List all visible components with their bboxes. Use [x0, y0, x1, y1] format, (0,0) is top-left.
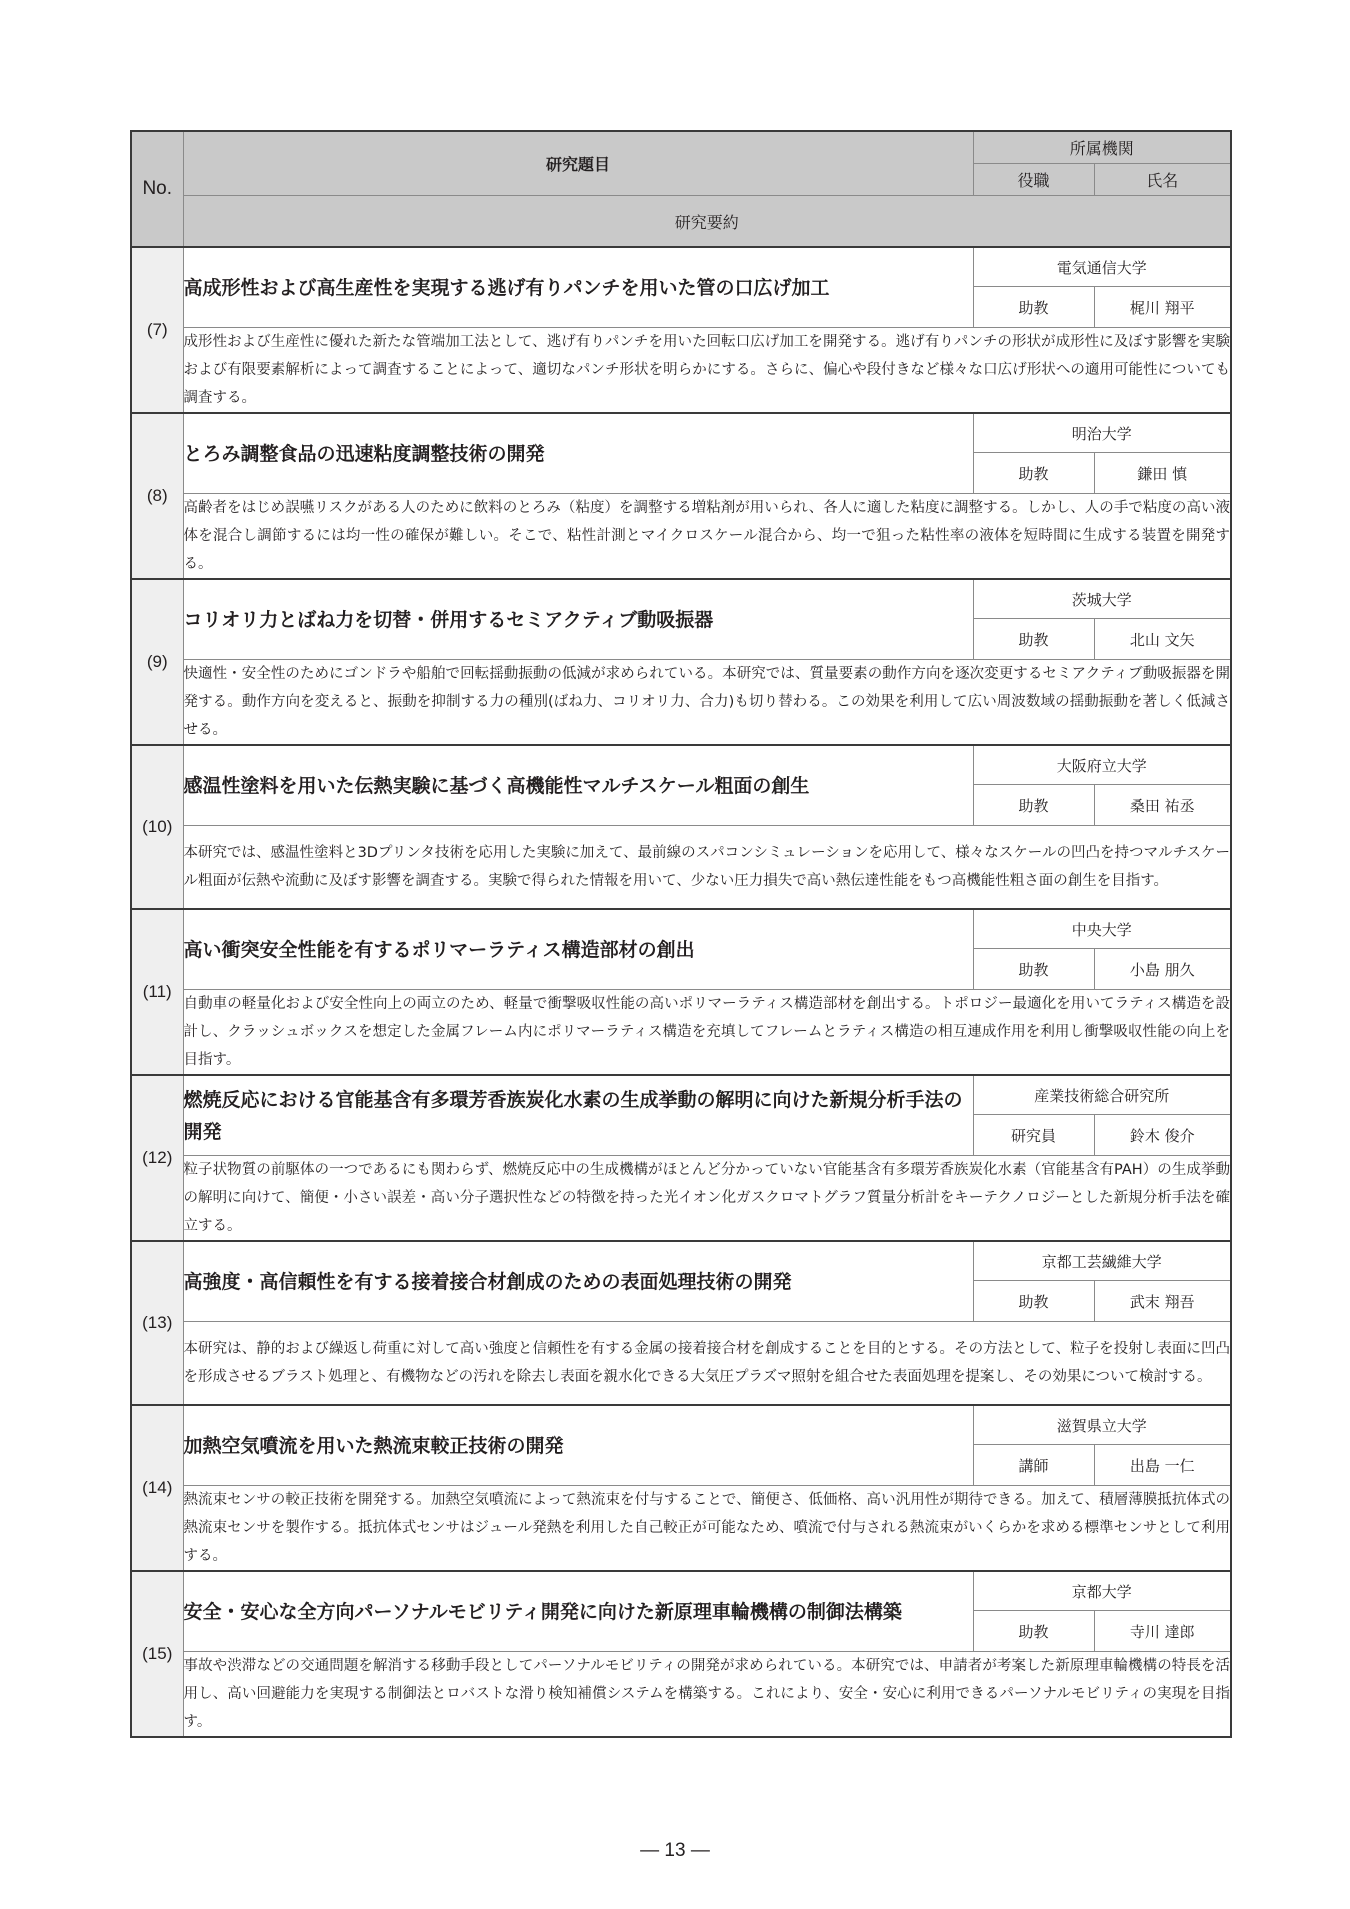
entry-row: [131, 494, 1231, 580]
entry-number: (15): [131, 1571, 183, 1737]
entry-row: [131, 1322, 1231, 1406]
entry-abstract: 本研究では、感温性塗料と3Dプリンタ技術を応用した実験に加えて、最前線のスパコンシミュレーションを応用して、様々なスケールの凹凸を持つマルチスケール粗面が伝熱や流動に及ぼす影響を調査する。実験で得られた情報を用いて、少ない圧力損失で高い熱伝達性能をもつ高機能性粗さ面の創生を目指す。: [183, 826, 1231, 910]
entry-row: [131, 247, 1231, 287]
research-grants-table: [130, 130, 1232, 1738]
entry-position: 助教: [973, 287, 1094, 328]
entry-abstract: 事故や渋滞などの交通問題を解消する移動手段としてパーソナルモビリティの開発が求められている。本研究では、申請者が考案した新原理車輪機構の特長を活用し、高い回避能力を実現する制御法とロバストな滑り検知補償システムを構築する。これにより、安全・安心に利用できるパーソナルモビリティの実現を目指す。: [183, 1652, 1231, 1738]
header-no: No.: [131, 131, 183, 247]
header-affiliation: 所属機関: [973, 131, 1231, 164]
entry-number: (8): [131, 413, 183, 579]
entry-number: (10): [131, 745, 183, 909]
entry-abstract: 本研究は、静的および繰返し荷重に対して高い強度と信頼性を有する金属の接着接合材を創成することを目的とする。その方法として、粒子を投射し表面に凹凸を形成させるブラスト処理と、有機物などの汚れを除去し表面を親水化できる大気圧プラズマ照射を組合せた表面処理を提案し、その効果について検討する。: [183, 1322, 1231, 1406]
entry-position: 助教: [973, 949, 1094, 990]
entry-name: 桑田 祐丞: [1094, 785, 1231, 826]
header-title: 研究題目: [183, 131, 973, 196]
entry-position: 助教: [973, 619, 1094, 660]
entry-row: [131, 1652, 1231, 1738]
entry-name: 北山 文矢: [1094, 619, 1231, 660]
entry-row: [131, 1075, 1231, 1115]
entry-affiliation: 京都大学: [973, 1571, 1231, 1611]
entry-title: 安全・安心な全方向パーソナルモビリティ開発に向けた新原理車輪機構の制御法構築: [183, 1571, 973, 1652]
header-abstract: 研究要約: [183, 196, 1231, 248]
entry-row: [131, 1486, 1231, 1572]
entry-row: [131, 990, 1231, 1076]
entry-number: (14): [131, 1405, 183, 1571]
entry-title: 高成形性および高生産性を実現する逃げ有りパンチを用いた管の口広げ加工: [183, 247, 973, 328]
header-name: 氏名: [1094, 164, 1231, 196]
entry-title: 燃焼反応における官能基含有多環芳香族炭化水素の生成挙動の解明に向けた新規分析手法の開発: [183, 1075, 973, 1156]
entry-row: [131, 328, 1231, 414]
entry-abstract: 成形性および生産性に優れた新たな管端加工法として、逃げ有りパンチを用いた回転口広げ加工を開発する。逃げ有りパンチの形状が成形性に及ぼす影響を実験および有限要素解析によって調査することによって、適切なパンチ形状を明らかにする。さらに、偏心や段付きなど様々な口広げ形状への適用可能性についても調査する。: [183, 328, 1231, 414]
entry-affiliation: 大阪府立大学: [973, 745, 1231, 785]
entry-row: [131, 826, 1231, 910]
entry-name: 寺川 達郎: [1094, 1611, 1231, 1652]
entry-position: 助教: [973, 1281, 1094, 1322]
entry-number: (11): [131, 909, 183, 1075]
entry-abstract: 高齢者をはじめ誤嚥リスクがある人のために飲料のとろみ（粘度）を調整する増粘剤が用いられ、各人に適した粘度に調整する。しかし、人の手で粘度の高い液体を混合し調節するには均一性の確保が難しい。そこで、粘性計測とマイクロスケール混合から、均一で狙った粘性率の液体を短時間に生成する装置を開発する。: [183, 494, 1231, 580]
entry-name: 出島 一仁: [1094, 1445, 1231, 1486]
entry-name: 鈴木 俊介: [1094, 1115, 1231, 1156]
entry-affiliation: 茨城大学: [973, 579, 1231, 619]
entry-row: [131, 1156, 1231, 1242]
entry-row: [131, 579, 1231, 619]
entry-row: [131, 745, 1231, 785]
entry-affiliation: 中央大学: [973, 909, 1231, 949]
entry-row: [131, 1571, 1231, 1611]
entry-row: [131, 1405, 1231, 1445]
entry-number: (12): [131, 1075, 183, 1241]
header-row: [131, 196, 1231, 248]
entry-name: 梶川 翔平: [1094, 287, 1231, 328]
entry-abstract: 粒子状物質の前駆体の一つであるにも関わらず、燃焼反応中の生成機構がほとんど分かっていない官能基含有多環芳香族炭化水素（官能基含有PAH）の生成挙動の解明に向けて、簡便・小さい誤差・高い分子選択性などの特徴を持った光イオン化ガスクロマトグラフ質量分析計をキーテクノロジーとした新規分析手法を確立する。: [183, 1156, 1231, 1242]
entry-title: 加熱空気噴流を用いた熱流束較正技術の開発: [183, 1405, 973, 1486]
entry-name: 小島 朋久: [1094, 949, 1231, 990]
entry-abstract: 自動車の軽量化および安全性向上の両立のため、軽量で衝撃吸収性能の高いポリマーラティス構造部材を創出する。トポロジー最適化を用いてラティス構造を設計し、クラッシュボックスを想定した金属フレーム内にポリマーラティス構造を充填してフレームとラティス構造の相互連成作用を利用し衝撃吸収性能の向上を目指す。: [183, 990, 1231, 1076]
entry-name: 鎌田 慎: [1094, 453, 1231, 494]
header-position: 役職: [973, 164, 1094, 196]
entry-affiliation: 産業技術総合研究所: [973, 1075, 1231, 1115]
entry-position: 研究員: [973, 1115, 1094, 1156]
entry-row: [131, 660, 1231, 746]
entry-position: 助教: [973, 1611, 1094, 1652]
entry-row: [131, 413, 1231, 453]
entry-affiliation: 明治大学: [973, 413, 1231, 453]
entry-row: [131, 909, 1231, 949]
entry-position: 講師: [973, 1445, 1094, 1486]
page-number: — 13 —: [640, 1840, 710, 1861]
entry-title: 高い衝突安全性能を有するポリマーラティス構造部材の創出: [183, 909, 973, 990]
header-row: [131, 131, 1231, 164]
entry-abstract: 快適性・安全性のためにゴンドラや船舶で回転揺動振動の低減が求められている。本研究では、質量要素の動作方向を逐次変更するセミアクティブ動吸振器を開発する。動作方向を変えると、振動を抑制する力の種別(ばね力、コリオリ力、合力)も切り替わる。この効果を利用して広い周波数域の揺動振動を著しく低減させる。: [183, 660, 1231, 746]
entry-title: とろみ調整食品の迅速粘度調整技術の開発: [183, 413, 973, 494]
entry-affiliation: 滋賀県立大学: [973, 1405, 1231, 1445]
entry-title: 高強度・高信頼性を有する接着接合材創成のための表面処理技術の開発: [183, 1241, 973, 1322]
entry-number: (13): [131, 1241, 183, 1405]
entry-number: (9): [131, 579, 183, 745]
entry-title: 感温性塗料を用いた伝熱実験に基づく高機能性マルチスケール粗面の創生: [183, 745, 973, 826]
entry-name: 武末 翔吾: [1094, 1281, 1231, 1322]
entry-affiliation: 電気通信大学: [973, 247, 1231, 287]
entry-row: [131, 1241, 1231, 1281]
entry-number: (7): [131, 247, 183, 413]
entry-position: 助教: [973, 453, 1094, 494]
entry-position: 助教: [973, 785, 1094, 826]
entry-affiliation: 京都工芸繊維大学: [973, 1241, 1231, 1281]
entry-title: コリオリ力とばね力を切替・併用するセミアクティブ動吸振器: [183, 579, 973, 660]
entry-abstract: 熱流束センサの較正技術を開発する。加熱空気噴流によって熱流束を付与することで、簡便さ、低価格、高い汎用性が期待できる。加えて、積層薄膜抵抗体式の熱流束センサを製作する。抵抗体式センサはジュール発熱を利用した自己較正が可能なため、噴流で付与される熱流束がいくらかを求める標準センサとして利用する。: [183, 1486, 1231, 1572]
